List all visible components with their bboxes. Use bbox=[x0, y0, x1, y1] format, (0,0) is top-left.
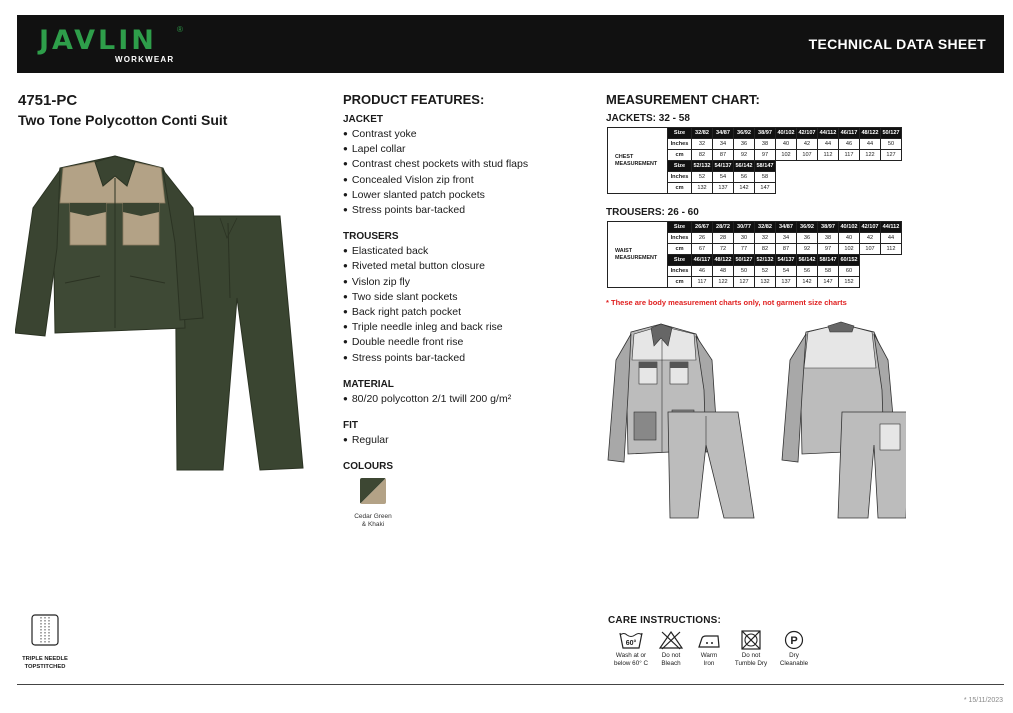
table-cell: 82 bbox=[755, 244, 776, 255]
triple-needle-label bbox=[15, 655, 75, 671]
material-list bbox=[343, 392, 593, 407]
wash-line-2: below 60° C bbox=[613, 659, 649, 667]
care-item-iron bbox=[688, 630, 730, 667]
fit-heading: FIT bbox=[343, 420, 358, 432]
row-header-inches: Inches bbox=[668, 233, 692, 244]
bleach-line-1: Do not bbox=[661, 652, 681, 659]
wash-temp-label: 60° bbox=[625, 640, 637, 647]
table-cell: 97 bbox=[755, 150, 776, 161]
table-cell: 30/77 bbox=[734, 222, 755, 233]
row-header-cm: cm bbox=[668, 277, 692, 288]
list-item: ● Triple needle inleg and back rise bbox=[343, 320, 593, 335]
list-item: ● Stress points bar-tacked bbox=[343, 351, 593, 366]
table-cell: 56 bbox=[797, 266, 818, 277]
table-cell: 50 bbox=[881, 139, 902, 150]
jackets-measurement-table bbox=[607, 127, 902, 194]
table-cell: 58/147 bbox=[755, 161, 776, 172]
table-cell: 56 bbox=[734, 172, 755, 183]
measurement-label-line-2: MEASUREMENT bbox=[615, 254, 658, 261]
table-cell: 82 bbox=[692, 150, 713, 161]
measurement-label bbox=[608, 128, 668, 194]
care-item-bleach bbox=[654, 630, 688, 667]
table-cell: 52 bbox=[692, 172, 713, 183]
product-features bbox=[343, 92, 593, 529]
table-cell: 112 bbox=[881, 244, 902, 255]
table-row bbox=[608, 222, 902, 233]
table-cell: 48/122 bbox=[860, 128, 881, 139]
table-cell: 40 bbox=[839, 233, 860, 244]
measurement-label bbox=[608, 222, 668, 288]
table-cell: 32/82 bbox=[692, 128, 713, 139]
garment-technical-sketches bbox=[606, 320, 906, 520]
table-cell: 36/92 bbox=[797, 222, 818, 233]
table-cell: 38/97 bbox=[818, 222, 839, 233]
measurement-chart-title: MEASUREMENT CHART: bbox=[606, 92, 760, 107]
table-cell: 142 bbox=[734, 183, 755, 194]
bleach-line-2: Bleach bbox=[661, 659, 681, 667]
dry-line-2: Tumble Dry bbox=[734, 659, 768, 667]
table-cell: 28/72 bbox=[713, 222, 734, 233]
table-cell: 32 bbox=[692, 139, 713, 150]
product-name: Two Tone Polycotton Conti Suit bbox=[18, 112, 228, 128]
jacket-heading: JACKET bbox=[343, 114, 384, 125]
care-instructions bbox=[608, 615, 908, 667]
table-row bbox=[608, 128, 902, 139]
row-header-size: Size bbox=[668, 161, 692, 172]
table-cell: 58/147 bbox=[818, 255, 839, 266]
table-cell: 56/142 bbox=[797, 255, 818, 266]
header-bar bbox=[17, 15, 1004, 73]
table-cell: 127 bbox=[734, 277, 755, 288]
table-cell: 58 bbox=[755, 172, 776, 183]
table-cell: 26/67 bbox=[692, 222, 713, 233]
table-cell: 152 bbox=[839, 277, 860, 288]
jackets-chart-title: JACKETS: 32 - 58 bbox=[606, 113, 690, 124]
table-cell: 50/127 bbox=[734, 255, 755, 266]
table-cell: 54 bbox=[713, 172, 734, 183]
fit-list bbox=[343, 433, 593, 448]
table-cell: 117 bbox=[839, 150, 860, 161]
table-cell: 87 bbox=[776, 244, 797, 255]
product-photo bbox=[15, 148, 310, 473]
list-item: ● Contrast chest pockets with stud flaps bbox=[343, 157, 593, 172]
table-cell: 44 bbox=[860, 139, 881, 150]
table-cell: 42/107 bbox=[797, 128, 818, 139]
logo-wordmark: JAVLIN bbox=[39, 25, 157, 56]
table-cell: 42 bbox=[860, 233, 881, 244]
table-cell: 34/87 bbox=[776, 222, 797, 233]
table-cell: 52 bbox=[755, 266, 776, 277]
table-cell: 122 bbox=[860, 150, 881, 161]
table-cell: 137 bbox=[776, 277, 797, 288]
table-cell: 52/132 bbox=[755, 255, 776, 266]
measurement-label-line-2: MEASUREMENT bbox=[615, 160, 658, 167]
table-cell: 46/117 bbox=[839, 128, 860, 139]
row-header-size: Size bbox=[668, 128, 692, 139]
list-item: ● Lower slanted patch pockets bbox=[343, 188, 593, 203]
row-header-size: Size bbox=[668, 255, 692, 266]
table-cell: 40/102 bbox=[776, 128, 797, 139]
table-cell: 50/127 bbox=[881, 128, 902, 139]
colour-swatch-item bbox=[343, 478, 403, 529]
table-cell: 42/107 bbox=[860, 222, 881, 233]
row-header-inches: Inches bbox=[668, 172, 692, 183]
table-cell: 48/122 bbox=[713, 255, 734, 266]
table-cell: 102 bbox=[839, 244, 860, 255]
table-cell: 77 bbox=[734, 244, 755, 255]
table-cell: 38 bbox=[755, 139, 776, 150]
table-cell: 36/92 bbox=[734, 128, 755, 139]
material-heading: MATERIAL bbox=[343, 378, 394, 390]
table-cell: 67 bbox=[692, 244, 713, 255]
table-cell: 117 bbox=[692, 277, 713, 288]
iron-line-2: Iron bbox=[703, 659, 715, 667]
table-cell: 58 bbox=[818, 266, 839, 277]
list-item: ● Back right patch pocket bbox=[343, 305, 593, 320]
trousers-heading: TROUSERS bbox=[343, 231, 399, 243]
table-cell: 54/137 bbox=[776, 255, 797, 266]
features-title: PRODUCT FEATURES: bbox=[343, 92, 485, 107]
table-cell: 36 bbox=[797, 233, 818, 244]
table-cell: 60/152 bbox=[839, 255, 860, 266]
table-cell: 87 bbox=[713, 150, 734, 161]
table-cell: 147 bbox=[818, 277, 839, 288]
row-header-inches: Inches bbox=[668, 266, 692, 277]
row-header-cm: cm bbox=[668, 244, 692, 255]
table-cell: 132 bbox=[755, 277, 776, 288]
table-cell: 97 bbox=[818, 244, 839, 255]
list-item: ● Stress points bar-tacked bbox=[343, 203, 593, 218]
table-cell: 46/117 bbox=[692, 255, 713, 266]
care-icons-row bbox=[608, 630, 908, 667]
table-cell: 34 bbox=[713, 139, 734, 150]
dryclean-line-1: Dry bbox=[789, 652, 799, 659]
wash-line-1: Wash at or bbox=[615, 652, 647, 659]
list-item: ● 80/20 polycotton 2/1 twill 200 g/m² bbox=[343, 392, 593, 407]
measurement-label-line-1: CHEST bbox=[615, 153, 634, 160]
wash-60-icon bbox=[618, 630, 644, 650]
table-cell: 34/87 bbox=[713, 128, 734, 139]
table-cell: 50 bbox=[734, 266, 755, 277]
javlin-logo bbox=[39, 25, 189, 69]
table-cell: 142 bbox=[797, 277, 818, 288]
table-cell: 38/97 bbox=[755, 128, 776, 139]
table-cell: 132 bbox=[692, 183, 713, 194]
colours-heading: COLOURS bbox=[343, 461, 393, 473]
table-cell: 54 bbox=[776, 266, 797, 277]
row-header-size: Size bbox=[668, 222, 692, 233]
table-cell: 28 bbox=[713, 233, 734, 244]
document-title: TECHNICAL DATA SHEET bbox=[808, 36, 986, 52]
table-cell: 107 bbox=[860, 244, 881, 255]
triple-needle-icon bbox=[30, 614, 60, 646]
table-cell: 32 bbox=[755, 233, 776, 244]
document-date: * 15/11/2023 bbox=[963, 697, 1003, 704]
table-cell: 48 bbox=[713, 266, 734, 277]
table-cell: 122 bbox=[713, 277, 734, 288]
table-cell: 30 bbox=[734, 233, 755, 244]
no-bleach-icon bbox=[658, 630, 684, 650]
jacket-features-list bbox=[343, 127, 593, 218]
logo-registered-mark: ® bbox=[177, 25, 183, 34]
row-header-inches: Inches bbox=[668, 139, 692, 150]
table-cell: 44 bbox=[818, 139, 839, 150]
table-cell: 46 bbox=[692, 266, 713, 277]
care-item-tumble-dry bbox=[730, 630, 772, 667]
list-item: ● Concealed Vislon zip front bbox=[343, 173, 593, 188]
measurement-label-line-1: WAIST bbox=[615, 247, 633, 254]
table-cell: 92 bbox=[734, 150, 755, 161]
trousers-features-list bbox=[343, 244, 593, 366]
table-cell: 72 bbox=[713, 244, 734, 255]
table-cell: 147 bbox=[755, 183, 776, 194]
list-item: ● Double needle front rise bbox=[343, 335, 593, 350]
iron-line-1: Warm bbox=[700, 652, 718, 659]
colour-line-1: Cedar Green bbox=[354, 513, 392, 521]
measurement-chart-title-wrap bbox=[606, 92, 1006, 107]
trousers-measurement-table bbox=[607, 221, 902, 288]
list-item: ● Regular bbox=[343, 433, 593, 448]
table-cell: 26 bbox=[692, 233, 713, 244]
table-cell: 40 bbox=[776, 139, 797, 150]
list-item: ● Contrast yoke bbox=[343, 127, 593, 142]
dryclean-line-2: Cleanable bbox=[779, 659, 809, 667]
table-cell: 107 bbox=[797, 150, 818, 161]
colour-swatch bbox=[360, 478, 386, 504]
table-cell: 44/112 bbox=[881, 222, 902, 233]
table-cell: 32/82 bbox=[755, 222, 776, 233]
product-code: 4751-PC bbox=[18, 92, 78, 109]
warm-iron-icon bbox=[696, 630, 722, 650]
colour-line-2: & Khaki bbox=[361, 521, 385, 529]
table-cell: 42 bbox=[797, 139, 818, 150]
table-cell: 44 bbox=[881, 233, 902, 244]
list-item: ● Elasticated back bbox=[343, 244, 593, 259]
footer-divider bbox=[17, 684, 1004, 685]
triple-needle-info bbox=[15, 614, 75, 671]
table-cell: 38 bbox=[818, 233, 839, 244]
stitch-line-1: TRIPLE NEEDLE bbox=[22, 656, 68, 662]
table-cell: 92 bbox=[797, 244, 818, 255]
table-cell: 137 bbox=[713, 183, 734, 194]
table-cell: 34 bbox=[776, 233, 797, 244]
care-title: CARE INSTRUCTIONS: bbox=[608, 615, 722, 626]
logo-subtitle: WORKWEAR bbox=[115, 55, 175, 64]
table-cell: 56/142 bbox=[734, 161, 755, 172]
row-header-cm: cm bbox=[668, 150, 692, 161]
list-item: ● Two side slant pockets bbox=[343, 290, 593, 305]
table-cell: 102 bbox=[776, 150, 797, 161]
list-item: ● Vislon zip fly bbox=[343, 275, 593, 290]
table-cell: 44/112 bbox=[818, 128, 839, 139]
stitch-line-2: TOPSTITCHED bbox=[24, 664, 66, 670]
dry-clean-letter: P bbox=[790, 635, 798, 647]
table-cell: 60 bbox=[839, 266, 860, 277]
table-cell: 40/102 bbox=[839, 222, 860, 233]
care-item-wash bbox=[608, 630, 654, 667]
table-cell: 46 bbox=[839, 139, 860, 150]
table-cell: 127 bbox=[881, 150, 902, 161]
trousers-chart-title: TROUSERS: 26 - 60 bbox=[606, 207, 699, 218]
no-tumble-dry-icon bbox=[738, 630, 764, 650]
table-cell: 52/132 bbox=[692, 161, 713, 172]
care-item-dry-clean bbox=[772, 630, 816, 667]
dry-clean-icon bbox=[781, 630, 807, 650]
table-cell: 54/137 bbox=[713, 161, 734, 172]
list-item: ● Lapel collar bbox=[343, 142, 593, 157]
table-cell: 112 bbox=[818, 150, 839, 161]
row-header-cm: cm bbox=[668, 183, 692, 194]
table-cell: 36 bbox=[734, 139, 755, 150]
dry-line-1: Do not bbox=[741, 652, 761, 659]
colour-label bbox=[343, 513, 403, 529]
measurement-note: * These are body measurement charts only, not garment size charts bbox=[606, 298, 847, 307]
list-item: ● Riveted metal button closure bbox=[343, 259, 593, 274]
